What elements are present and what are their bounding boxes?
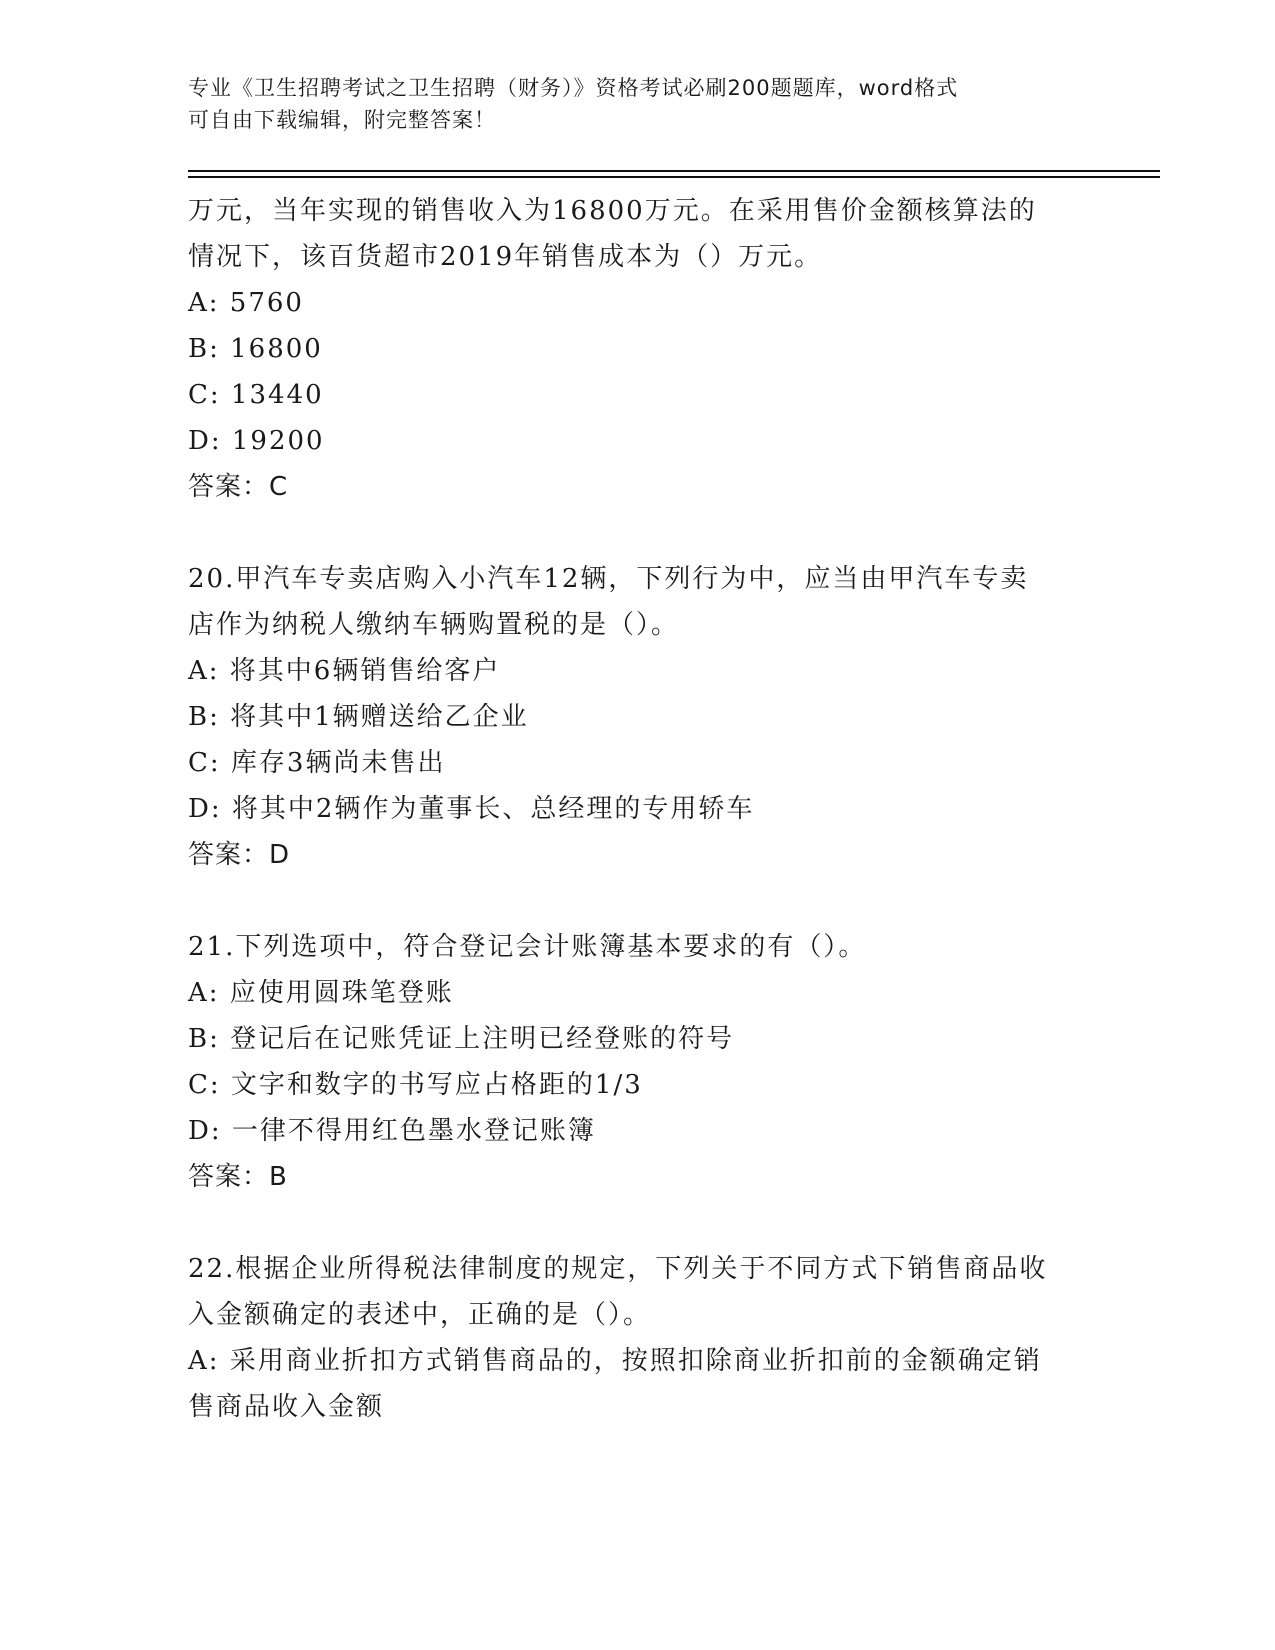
question-text: 万元，当年实现的销售收入为16800万元。在采用售价金额核算法的 (188, 196, 1037, 226)
option-b: B: 登记后在记账凭证上注明已经登账的符号 (188, 1024, 735, 1054)
question-text: 情况下，该百货超市2019年销售成本为（）万元。 (188, 242, 823, 272)
document-header (188, 72, 1068, 136)
option-a: A: 5760 (188, 288, 304, 318)
header-title-line-2: 可自由下载编辑，附完整答案！ (188, 108, 496, 132)
question-text: 入金额确定的表述中，正确的是（）。 (188, 1300, 652, 1330)
question-22 (188, 1246, 1088, 1430)
question-spacer (188, 878, 1088, 924)
question-list (188, 188, 1088, 1430)
option-a-continued: 售商品收入金额 (188, 1392, 385, 1422)
option-a: A: 应使用圆珠笔登账 (188, 978, 454, 1008)
question-text: 22.根据企业所得税法律制度的规定，下列关于不同方式下销售商品收 (188, 1254, 1048, 1284)
question-spacer (188, 510, 1088, 556)
question-21 (188, 924, 1088, 1200)
question-19 (188, 188, 1088, 510)
option-b: B: 16800 (188, 334, 323, 364)
question-20 (188, 556, 1088, 878)
option-c: C: 文字和数字的书写应占格距的1/3 (188, 1070, 643, 1100)
option-a: A: 将其中6辆销售给客户 (188, 656, 501, 686)
question-text: 20.甲汽车专卖店购入小汽车12辆，下列行为中，应当由甲汽车专卖 (188, 564, 1029, 594)
header-title-line-1: 专业《卫生招聘考试之卫生招聘（财务）》资格考试必刷200题题库，word格式 (188, 76, 959, 100)
option-c: C: 库存3辆尚未售出 (188, 748, 446, 778)
option-d: D: 将其中2辆作为董事长、总经理的专用轿车 (188, 794, 755, 824)
option-d: D: 一律不得用红色墨水登记账簿 (188, 1116, 596, 1146)
question-spacer (188, 1200, 1088, 1246)
option-b: B: 将其中1辆赠送给乙企业 (188, 702, 529, 732)
header-divider-top (188, 170, 1160, 172)
answer-label: 答案：B (188, 1162, 288, 1192)
answer-label: 答案：D (188, 840, 291, 870)
header-divider-bottom (188, 176, 1160, 178)
option-d: D: 19200 (188, 426, 325, 456)
option-c: C: 13440 (188, 380, 324, 410)
option-a: A: 采用商业折扣方式销售商品的，按照扣除商业折扣前的金额确定销 (188, 1346, 1042, 1376)
question-text: 21.下列选项中，符合登记会计账簿基本要求的有（）。 (188, 932, 867, 962)
question-text: 店作为纳税人缴纳车辆购置税的是（）。 (188, 610, 680, 640)
answer-label: 答案：C (188, 472, 289, 502)
